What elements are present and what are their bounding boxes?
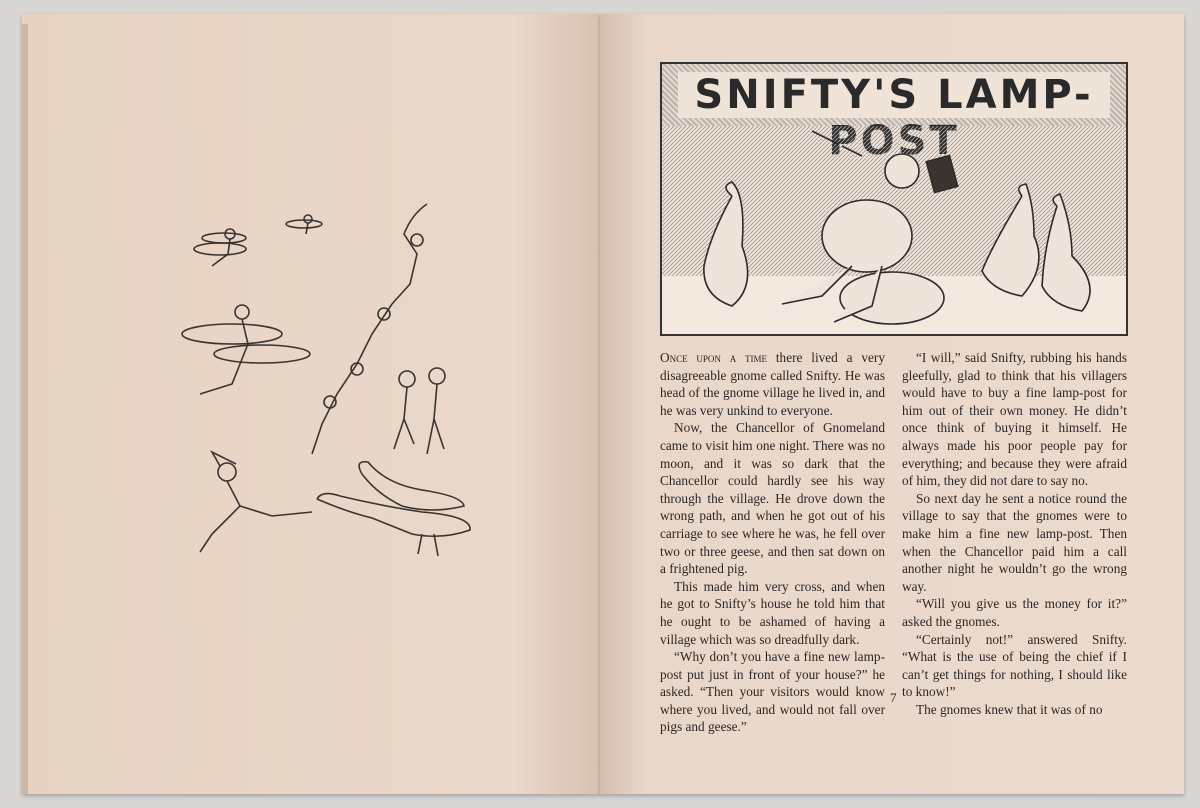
text-column-left <box>660 349 885 736</box>
page-number: 7 <box>890 690 897 705</box>
book-spread <box>18 14 1186 800</box>
text-column-right <box>902 349 1127 718</box>
paragraph: The gnomes knew that it was of no <box>916 701 1103 717</box>
fairies-and-goose-illustration <box>172 194 472 574</box>
paragraph: This made him very cross, and when he got to Snifty’s house he told him that he ought to be ashamed of having a village which was so dreadfully dark. <box>660 578 885 647</box>
paragraph-text: there lived a very disagreeable gnome called Snifty. He was head of the gnome village he lived in, and he was very unkind to everyone. <box>660 350 885 418</box>
paragraph: “Certainly not!” answered Snifty. “What is the use of being the chief if I can’t get things for nothing, I should like to know!” <box>902 631 1127 700</box>
page-edge <box>22 24 28 794</box>
title-panel <box>660 62 1128 336</box>
paragraph: “Will you give us the money for it?” asked the gnomes. <box>902 596 1127 629</box>
snifty-falling-illustration <box>662 126 1126 334</box>
title-band <box>662 64 1126 126</box>
paragraph: “Why don’t you have a fine new lamp-post put just in front of your house?” he asked. “Then your visitors would know where you lived, and would not fall over pigs and geese.” <box>660 649 885 735</box>
lead-in: Once upon a time <box>660 350 768 365</box>
paragraph: So next day he sent a notice round the village to say that the gnomes were to make him a fine new lamp-post. Then when the Chancellor paid him a call another night he wouldn’t go the wrong way. <box>902 490 1127 594</box>
paragraph: Now, the Chancellor of Gnomeland came to visit him one night. There was no moon, and it was so dark that the Chancellor could hardly see his way through the village. He drove down the wrong path, and when he got out of his carriage to see where he was, he fell over two or three geese, and then sat down on a frightened pig. <box>660 420 885 577</box>
right-page <box>600 14 1184 794</box>
paragraph <box>660 349 885 419</box>
paragraph: “I will,” said Snifty, rubbing his hands gleefully, glad to think that his villagers would have to buy a fine lamp-post for him out of their own money. He didn’t once think of buying it himself. He always made his poor people pay for everything; and because they were afraid of him, they did not dare to say no. <box>902 350 1127 489</box>
story-title: SNIFTY'S LAMP- <box>678 72 1110 118</box>
left-page <box>22 14 600 794</box>
